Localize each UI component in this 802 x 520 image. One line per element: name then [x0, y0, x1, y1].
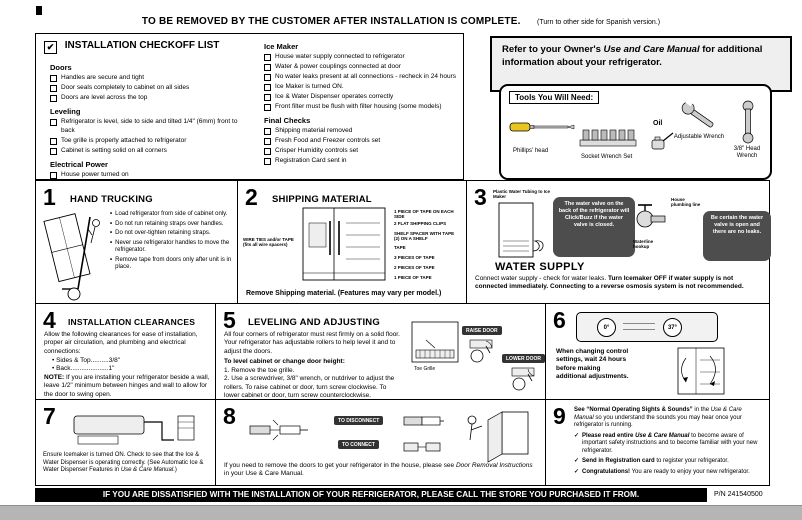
bullet-icon: •: [110, 256, 113, 263]
clearance-intro: Allow the following clearances for ease of installation, proper air circulation, and plumbing and electrical connections:: [44, 331, 198, 355]
step-number: 5: [223, 307, 236, 333]
instruction-bullet: [110, 230, 234, 238]
part-number: P/N 241540500: [714, 491, 763, 498]
checkmark-icon: ✓: [574, 468, 580, 475]
head-wrench-icon: [739, 100, 757, 149]
checklist-item-label: Ice Maker is turned ON.: [275, 82, 344, 90]
refer-text-post: for additional information about your refrigerator.: [502, 44, 763, 68]
refrigerator-front-icon: [302, 207, 386, 290]
adjustable-wrench-label: Adjustable Wrench: [673, 134, 725, 140]
checklist-item: [264, 93, 456, 101]
bullet-text: Remove tape from doors only after unit is in place.: [115, 256, 232, 270]
check-icon: ✔: [44, 41, 57, 54]
bullet-icon: •: [110, 211, 113, 217]
checklist-item: [264, 157, 456, 165]
checklist-item-label: Cabinet is setting solid on all corners: [61, 146, 167, 154]
step-number: 6: [553, 307, 566, 333]
checklist-item: [264, 147, 456, 155]
clearance-list: [52, 357, 212, 374]
electrical-heading: Electrical Power: [50, 160, 108, 170]
checkbox-icon: [50, 148, 57, 155]
leveling-paragraph: All four corners of refrigerator must rest firmly on a solid floor. Your refrigerator has adjustable rollers to help level it and to adjust the doors.: [224, 331, 400, 355]
controls-wait-note: When changing control settings, wait 24 hours before making additional adjustments.: [556, 348, 629, 381]
toe-grille-label: Toe Grille: [414, 366, 436, 372]
step-number: 1: [43, 184, 56, 210]
control-panel-icon: [576, 312, 718, 342]
read-manual-bold: Please read entire: [582, 432, 636, 439]
checkoff-title: INSTALLATION CHECKOFF LIST: [64, 40, 220, 51]
checkoff-list-box: [35, 33, 464, 180]
read-manual-title: Use & Care Manual: [635, 432, 690, 439]
water-valve-icon: [631, 199, 669, 242]
to-connect-label: TO CONNECT: [338, 440, 379, 449]
instruction-bullet: [110, 240, 234, 255]
checkoff-left-column: [50, 58, 252, 191]
checklist-item-label: Refrigerator is level, side to side and tilted 1/4" (6mm) front to back: [61, 118, 238, 134]
toe-grille-icon: [408, 320, 462, 371]
leveling-step: 1. Remove the toe grille.: [224, 366, 295, 374]
step-5-leveling-adjusting: [215, 303, 548, 401]
checklist-item-label: Shipping material removed: [275, 127, 353, 135]
step-number: 9: [553, 403, 566, 429]
checkbox-icon: [50, 172, 57, 179]
checklist-item-label: Water & power couplings connected at door: [275, 62, 401, 70]
checkbox-icon: [264, 94, 271, 101]
final-note-item: [574, 433, 762, 456]
shipping-footer-note: Remove Shipping material. (Features may vary per model.): [246, 290, 442, 297]
tools-box: [499, 84, 772, 180]
water-supply-title: WATER SUPPLY: [495, 261, 585, 273]
step-7-icemaker: [35, 399, 218, 486]
checkbox-icon: [264, 148, 271, 155]
icemaker-heading: Ice Maker: [264, 42, 299, 51]
hand-truck-icon: [44, 211, 104, 308]
checkbox-icon: [50, 138, 57, 145]
shipping-callout: 1 PIECE OF TAPE: [394, 275, 432, 280]
leveling-step: 2. Use a screwdriver, 3/8" wrench, or nutdriver to adjust the rollers. To raise cabinet or door, turn screw clockwise. To lower cabinet or door, turn screw counterclockwise.: [224, 375, 395, 400]
door-removal-note: [224, 462, 536, 479]
roller-lower-icon: [510, 366, 536, 397]
bullet-icon: •: [110, 230, 113, 236]
water-tubing-label: Plastic Water Tubing to Ice Maker: [493, 189, 551, 200]
step-9-final-notes: [545, 399, 770, 486]
screwdriver-label: Phillips' head: [513, 148, 549, 154]
checkbox-icon: [50, 75, 57, 82]
checklist-item: [264, 127, 456, 135]
instruction-bullet: [110, 221, 234, 229]
checkoff-right-column: [264, 42, 456, 167]
bullet-icon: •: [110, 220, 113, 227]
checklist-item: [50, 118, 252, 135]
checkmark-icon: ✓: [574, 432, 580, 439]
checklist-item-label: Fresh Food and Freezer controls set: [275, 137, 381, 145]
icemaker-text-post: .): [173, 467, 177, 473]
checklist-item: [264, 103, 456, 111]
checklist-item: [264, 83, 456, 91]
checklist-item: [50, 147, 252, 155]
checkbox-icon: [264, 158, 271, 165]
checkbox-icon: [264, 64, 271, 71]
final-note-item: [574, 469, 762, 477]
registration-post: to register your refrigerator.: [654, 458, 729, 464]
sights-sounds-bold: See “Normal Operating Sights & Sounds”: [574, 407, 693, 413]
step-title: SHIPPING MATERIAL: [272, 194, 372, 205]
final-notes: [574, 407, 762, 476]
checkbox-icon: [264, 138, 271, 145]
refrigerator-back-icon: [497, 201, 541, 264]
refer-text-pre: Refer to your Owner's: [502, 44, 604, 55]
roller-raise-icon: [468, 338, 494, 369]
instruction-bullet: [110, 211, 234, 219]
checkbox-icon: [264, 54, 271, 61]
icemaker-text-pre: Ensure Icemaker is turned ON. Check to see that the Ice & Water Dispenser is operating correctly. (See Automatic Ice & Water Dispenser Features in: [43, 452, 204, 473]
checklist-item-label: Ice & Water Dispenser operates correctly: [275, 92, 394, 100]
door-removal-text-pre: If you need to remove the doors to get your refrigerator in the house, please see: [224, 462, 456, 469]
raise-door-label: RAISE DOOR: [462, 326, 502, 335]
checklist-item-label: Crisper Humidity controls set: [275, 147, 359, 154]
oil-label: Oil: [653, 120, 663, 127]
clearance-note: [44, 374, 210, 399]
scan-edge: [0, 505, 802, 520]
checklist-item-label: Registration Card sent in: [275, 156, 347, 164]
checklist-item: [50, 94, 252, 102]
sights-sounds-mid: in the: [692, 407, 711, 413]
shipping-callout: 2 PIECES OF TAPE: [394, 265, 435, 270]
head-wrench-label: 3/8" Head Wrench: [733, 146, 761, 159]
note-text: If you are installing your refrigerator beside a wall, leave 1/2" minimum between hinges and wall to allow for the door to swing open.: [44, 374, 210, 398]
shipping-callout: 1 PIECE OF TAPE ON EACH SIDE: [394, 209, 454, 220]
checkmark-icon: ✓: [574, 458, 580, 464]
door-removal-text-post: in your Use & Care Manual.: [224, 470, 304, 478]
freezer-setting: 0°: [603, 324, 610, 331]
wiring-connect-icon: [402, 436, 446, 463]
panel-divider: [623, 323, 655, 324]
dissatisfaction-banner: IF YOU ARE DISSATISFIED WITH THE INSTALLATION OF YOUR REFRIGERATOR, PLEASE CALL THE STORE YOU PURCHASED IT FROM.: [35, 488, 707, 502]
step-8-door-removal: [215, 399, 548, 486]
bullet-text: Load refrigerator from side of cabinet only.: [115, 211, 228, 217]
sights-sounds-post: so you understand the sounds you may hear once your refrigerator is running.: [574, 414, 742, 428]
sights-sounds-manual: Use & Care Manual: [574, 407, 742, 421]
step-title: HAND TRUCKING: [70, 194, 153, 205]
leveling-text: [224, 331, 402, 401]
checklist-item-label: Toe grille is properly attached to refrigerator: [61, 136, 187, 144]
checklist-item: [264, 63, 456, 71]
icemaker-icon: [70, 408, 200, 455]
final-note-text: [582, 433, 762, 456]
to-disconnect-label: TO DISCONNECT: [334, 416, 383, 425]
instruction-bullet: [110, 257, 234, 272]
checklist-item-label: House power turned on: [61, 171, 129, 179]
checklist-item: [264, 73, 456, 81]
final-note-item: [574, 458, 762, 466]
shipping-callout: WIRE TIES and/or TAPE (fits all wire spacers): [243, 237, 294, 248]
shipping-callout: SHELF SPACER WITH TAPE (2) ON A SHELF: [394, 231, 455, 242]
tools-title: Tools You Will Need:: [509, 91, 599, 104]
bullet-text: Do not run retaining straps over handles.: [115, 220, 224, 227]
door-removal-icon: [460, 408, 540, 463]
checklist-item-label: Doors are level across the top: [61, 93, 148, 101]
step-number: 7: [43, 403, 56, 429]
step-title: INSTALLATION CLEARANCES: [68, 317, 196, 327]
read-manual-post: to become aware of important safety instructions and to become familiar with your new refrigerator.: [582, 432, 758, 454]
shipping-callout: TAPE: [394, 245, 406, 250]
sights-sounds-note: [574, 407, 762, 430]
shipping-callout: 3 PIECES OF TAPE: [394, 255, 435, 260]
registration-bold: Send in Registration card: [582, 458, 655, 464]
checklist-item-label: Handles are secure and tight: [61, 74, 145, 81]
waterline-hookup-label: Waterline hookup: [633, 239, 654, 250]
step-number: 2: [245, 184, 258, 210]
step-3-water-supply: [466, 180, 770, 305]
checklist-item: [50, 74, 252, 82]
checklist-item-label: Door seals completely to cabinet on all sides: [61, 83, 190, 91]
socket-wrench-set-label: Socket Wrench Set: [581, 154, 633, 160]
step-number: 8: [223, 403, 236, 429]
bullet-text: Do not over-tighten retaining straps.: [115, 230, 211, 236]
checklist-item: [264, 53, 456, 61]
checkbox-icon: [264, 104, 271, 111]
step-number: 3: [474, 184, 487, 210]
shipping-callout: 2 FLAT SHIPPING CLIPS: [394, 221, 447, 226]
checklist-item: [50, 84, 252, 92]
checkbox-icon: [264, 128, 271, 135]
oil-can-icon: [649, 130, 675, 157]
checklist-item: [50, 137, 252, 145]
checklist-item-label: No water leaks present at all connections - recheck in 24 hours: [275, 72, 457, 80]
water-supply-body: [475, 275, 763, 292]
step-number: 4: [43, 307, 56, 333]
page-title: TO BE REMOVED BY THE CUSTOMER AFTER INSTALLATION IS COMPLETE.: [141, 16, 521, 27]
fresh-food-setting: 37°: [667, 324, 678, 331]
freezer-control-dial: [597, 318, 616, 337]
checkoff-title-row: [44, 40, 219, 54]
coupling-disconnect-icon: [246, 412, 312, 457]
fridge-airflow-icon: [646, 346, 756, 401]
socket-wrench-set-icon: [579, 126, 637, 153]
valve-open-callout: Be certain the water valve is open and there are no leaks.: [703, 211, 771, 261]
checkbox-icon: [50, 119, 57, 126]
water-valve-callout: The water valve on the back of the refrigerator will Click/Buzz if the water valve is closed.: [553, 197, 635, 257]
clearance-item: • Sides & Top..........3/8": [52, 357, 121, 364]
checklist-item-label: Front filter must be flush with filter housing (some models): [275, 102, 442, 110]
final-note-text: [582, 458, 729, 466]
doors-heading: Doors: [50, 63, 72, 72]
icemaker-note: [43, 452, 211, 475]
step-title: LEVELING AND ADJUSTING: [248, 317, 380, 328]
lower-door-label: LOWER DOOR: [502, 354, 545, 363]
page-header: [0, 11, 802, 29]
bullet-icon: •: [110, 239, 113, 246]
step-1-hand-trucking: [35, 180, 240, 305]
checkbox-icon: [264, 84, 271, 91]
door-removal-instructions-title: Door Removal Instructions: [455, 462, 533, 469]
leveling-heading: Leveling: [50, 107, 81, 117]
spanish-version-note: (Turn to other side for Spanish version.): [537, 19, 661, 26]
note-label: NOTE:: [44, 374, 65, 381]
checklist-item-label: House water supply connected to refrigerator: [275, 53, 405, 60]
checklist-item: [50, 171, 252, 179]
congratulations-post: You are ready to enjoy your new refrigerator.: [630, 468, 750, 475]
bullet-text: Never use refrigerator handles to move the refrigerator.: [115, 239, 230, 253]
hand-trucking-instructions: [110, 211, 234, 274]
water-supply-text: Connect water supply - check for water leaks.: [475, 275, 608, 282]
final-checks-heading: Final Checks: [264, 116, 311, 126]
screwdriver-icon: [509, 120, 575, 139]
panel-divider: [623, 329, 655, 330]
house-plumbing-label: House plumbing line: [671, 197, 701, 208]
step-6-controls: [545, 303, 770, 401]
final-note-text: [582, 469, 750, 477]
leveling-subheading: To level cabinet or change door height:: [224, 358, 345, 366]
checkbox-icon: [264, 74, 271, 81]
checklist-item: [264, 137, 456, 145]
icemaker-manual-title: Use & Care Manual: [120, 467, 174, 473]
clearance-item: • Back.....................1": [52, 365, 115, 373]
checkbox-icon: [50, 95, 57, 102]
step-4-installation-clearances: [35, 303, 218, 401]
congratulations-bold: Congratulations!: [582, 468, 631, 475]
refer-manual-title: Use and Care Manual: [603, 44, 700, 55]
coupling-connect-icon: [402, 410, 446, 437]
fresh-food-control-dial: [663, 318, 682, 337]
step-2-shipping-material: [237, 180, 469, 305]
water-supply-warning: Turn Icemaker OFF if water supply is not connected immediately. Connecting to a reverse osmosis system is not recommended.: [475, 275, 744, 291]
checkbox-icon: [50, 85, 57, 92]
